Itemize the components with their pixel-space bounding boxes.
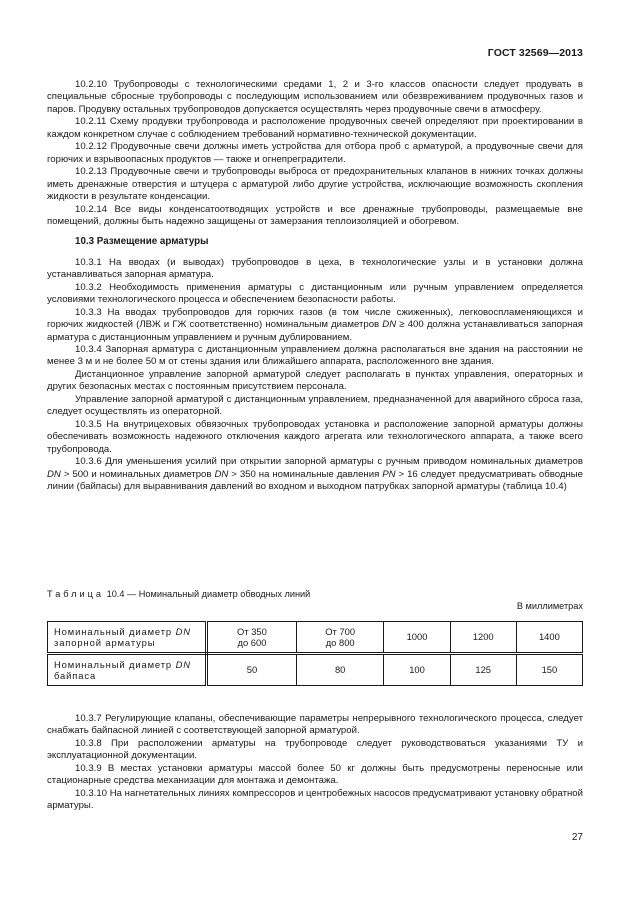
main-text [47,79,583,493]
paragraph-10-3-9: 10.3.9 В местах установки арматуры массой более 50 кг должны быть предусмотрены переносные или стационарные средства механизации для монтажа и демонтажа. [47,762,583,787]
table-row [48,654,583,686]
table-cell: От 700 до 800 [296,622,384,654]
table-cell: От 350 до 600 [207,622,297,654]
table-cell: 150 [516,654,582,686]
table-cell: 80 [296,654,384,686]
document-code: ГОСТ 32569—2013 [487,47,583,59]
paragraph-10-2-10: 10.2.10 Трубопроводы с технологическими средами 1, 2 и 3-го классов опасности следует продувать в специальные сбросные трубопроводы с последующим использованием или обезвреживанием продувочных газов и паров. Продувку остальных трубопроводов допускается осуществлять через продувочные свечи в атмосферу. [47,79,583,115]
paragraph-10-3-3: 10.3.3 На вводах трубопроводов для горючих газов (в том числе сжиженных), легковоспламеняющихся и горючих жидкостей (ЛВЖ и ГЖ соответственно) номинальным диаметров DN ≥ 400 должна устанавливаться запорная арматура с дистанционным управлением и ручным дублированием. [47,306,583,343]
table-cell: 125 [450,654,516,686]
paragraph-10-2-12: 10.2.12 Продувочные свечи должны иметь устройства для отбора проб с арматурой, а продувочные свечи для горючих и взрывоопасных продуктов — также и огнепреградители. [47,141,583,165]
bypass-diameter-table [47,621,583,686]
table-cell: 1200 [450,622,516,654]
table-cell: 1000 [384,622,450,654]
paragraph-10-3-7: 10.3.7 Регулирующие клапаны, обеспечивающие параметры непрерывного технологического процесса, следует снабжать байпасной линией с соответствующей запорной арматурой. [47,713,583,737]
paragraph-emergency-release: Управление запорной арматурой с дистанционным управлением, предназначенной для аварийного сброса газа, следует осуществлять из операторной. [47,393,583,418]
paragraph-10-2-11: 10.2.11 Схему продувки трубопровода и расположение продувочных свечей определяют при проектировании в каждом конкретном случае с соблюдением требований нормативно-технической документации. [47,116,583,140]
paragraph-10-3-1: 10.3.1 На вводах (и выводах) трубопроводов в цеха, в технологические узлы и в установки должна устанавливаться запорная арматура. [47,256,583,281]
page-number: 27 [571,832,583,843]
section-title: 10.3 Размещение арматуры [75,236,209,248]
paragraph-10-3-5: 10.3.5 На внутрицеховых обвязочных трубопроводах установка и расположение запорной арматуры должны обеспечивать возможность надежного отключения каждого агрегата или технологического аппарата, а также всего трубопровода. [47,418,583,455]
paragraph-10-3-8: 10.3.8 При расположении арматуры на трубопроводе следует руководствоваться указаниями ТУ и эксплуатационной документации. [47,737,583,762]
paragraph-10-3-6: 10.3.6 Для уменьшения усилий при открытии запорной арматуры с ручным приводом номинальных диаметров DN > 500 и номинальных диаметров DN > 350 на номинальные давления PN > 16 следует предусматривать обводные линии (байпасы) для выравнивания давлений во входном и выходном патрубках запорной арматуры (таблица 10.4) [47,456,583,492]
table-cell: 1400 [516,622,582,654]
table-caption: Таблица 10.4 — Номинальный диаметр обводных линий [47,589,311,599]
table-row [48,622,583,654]
paragraph-remote-control: Дистанционное управление запорной арматурой следует располагать в пунктах управления, операторных и других безопасных местах с постоянным присутствием персонала. [47,368,583,393]
paragraph-10-3-4: 10.3.4 Запорная арматура с дистанционным управлением должна располагаться вне здания на расстоянии не менее 3 м и не более 50 м от стены здания или ближайшего аппарата, расположенного вне здания. [47,344,583,368]
row-label-bypass-diameter: Номинальный диаметр DN байпаса [48,654,207,686]
paragraph-10-3-2: 10.3.2 Необходимость применения арматуры с дистанционным или ручным управлением определяется условиями технологического процесса и обеспечением безопасности работы. [47,281,583,306]
table-units: В миллиметрах [516,601,583,611]
paragraph-10-2-14: 10.2.14 Все виды конденсатоотводящих устройств и все дренажные трубопроводы, размещаемые вне помещений, должны быть надежно защищены от замерзания теплоизоляцией и обогревом. [47,203,583,227]
table-cell: 50 [207,654,297,686]
main-text-continued [47,713,583,813]
paragraph-10-2-13: 10.2.13 Продувочные свечи и трубопроводы выброса от предохранительных клапанов в нижних точках должны иметь дренажные отверстия и штуцера с арматурой либо другие устройства, исключающие возможность скопления жидкости в результате конденсации. [47,166,583,203]
row-label-valve-diameter: Номинальный диаметр DN запорной арматуры [48,622,207,654]
paragraph-10-3-10: 10.3.10 На нагнетательных линиях компрессоров и центробежных насосов предусматривают установку обратной арматуры. [47,787,583,812]
table-cell: 100 [384,654,450,686]
